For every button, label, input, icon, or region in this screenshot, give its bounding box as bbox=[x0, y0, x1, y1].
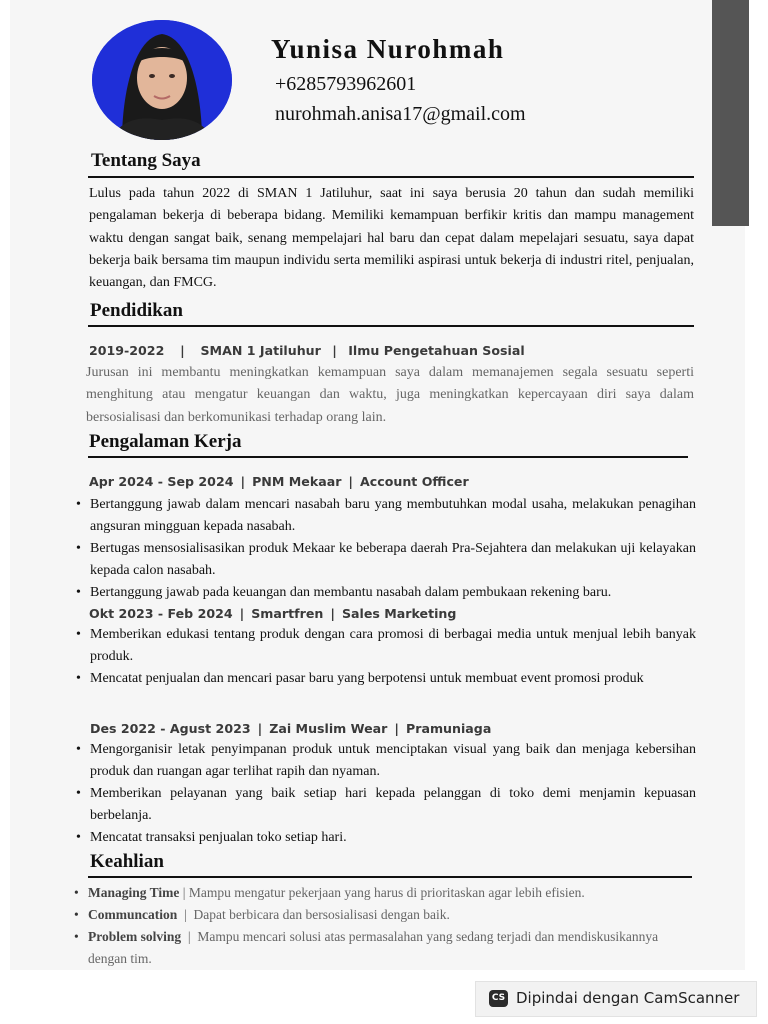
skill-description: Mampu mencari solusi atas permasalahan yang sedang terjadi dan mendiskusikannya dengan tim. bbox=[88, 929, 659, 966]
skills-divider bbox=[88, 876, 692, 878]
skill-description: Dapat berbicara dan bersosialisasi dengan baik. bbox=[193, 907, 450, 922]
education-years: 2019-2022 bbox=[89, 343, 165, 358]
education-school: SMAN 1 Jatiluhur bbox=[200, 343, 321, 358]
education-major: Ilmu Pengetahuan Sosial bbox=[348, 343, 525, 358]
list-item: • Bertanggung jawab pada keuangan dan membantu nasabah dalam pembukaan rekening baru. bbox=[76, 582, 696, 604]
job-2-company: Smartfren bbox=[251, 606, 324, 621]
job-3-period: Des 2022 - Agust 2023 bbox=[90, 721, 251, 736]
experience-heading: Pengalaman Kerja bbox=[89, 431, 242, 452]
job-1-role: Account Officer bbox=[360, 474, 469, 489]
job-1-company: PNM Mekaar bbox=[252, 474, 342, 489]
job-2-meta: Okt 2023 - Feb 2024 | Smartfren | Sales Marketing bbox=[89, 606, 457, 621]
list-item: • Memberikan pelayanan yang baik setiap hari kepada pelanggan di toko demi menjamin kepuasan berbelanja. bbox=[76, 783, 696, 827]
job-1-meta: Apr 2024 - Sep 2024 | PNM Mekaar | Account Officer bbox=[89, 474, 469, 489]
job-2-period: Okt 2023 - Feb 2024 bbox=[89, 606, 233, 621]
job-3-company: Zai Muslim Wear bbox=[269, 721, 388, 736]
skill-item bbox=[74, 882, 684, 904]
experience-divider bbox=[88, 456, 688, 458]
education-meta: 2019-2022 | SMAN 1 Jatiluhur | Ilmu Pengetahuan Sosial bbox=[89, 343, 525, 358]
watermark-text: Dipindai dengan CamScanner bbox=[516, 989, 740, 1007]
job-3-meta: Des 2022 - Agust 2023 | Zai Muslim Wear | Pramuniaga bbox=[90, 721, 492, 736]
list-item: • Bertugas mensosialisasikan produk Mekaar ke beberapa daerah Pra-Sejahtera dan melakukan uji kelayakan kepada calon nasabah. bbox=[76, 538, 696, 582]
education-heading: Pendidikan bbox=[90, 300, 183, 321]
list-item: • Bertanggung jawab dalam mencari nasabah baru yang membutuhkan modal usaha, melakukan penagihan angsuran mingguan kepada nasabah. bbox=[76, 494, 696, 538]
skill-separator: | bbox=[177, 907, 194, 922]
skill-name: Managing Time bbox=[88, 885, 180, 900]
job-3-duties bbox=[76, 739, 696, 849]
skill-name: Problem solving bbox=[88, 929, 182, 944]
job-3-role: Pramuniaga bbox=[406, 721, 492, 736]
profile-photo bbox=[92, 20, 232, 140]
about-heading: Tentang Saya bbox=[91, 150, 201, 171]
skill-separator: | bbox=[181, 929, 198, 944]
list-item: • Mencatat penjualan dan mencari pasar baru yang berpotensi untuk membuat event promosi produk bbox=[76, 668, 696, 690]
about-text: Lulus pada tahun 2022 di SMAN 1 Jatiluhur, saat ini saya berusia 20 tahun dan sudah memiliki pengalaman bekerja di beberapa bidang. Memiliki kemampuan berfikir kritis dan mampu management waktu dengan sangat baik, senang mempelajari hal baru dan cepat dalam mepelajari sesuatu, saya dapat bekerja baik bersama tim maupun individu serta memiliki aspirasi untuk bekerja di industri ritel, penjualan, keuangan, dan FMCG. bbox=[89, 186, 694, 291]
candidate-name: Yunisa Nurohmah bbox=[271, 34, 505, 64]
email-address: nurohmah.anisa17@gmail.com bbox=[275, 103, 526, 125]
list-item: • Mengorganisir letak penyimpanan produk untuk menciptakan visual yang baik dan menjaga kebersihan produk dan ruangan agar terlihat rapih dan nyaman. bbox=[76, 739, 696, 783]
camscanner-watermark bbox=[475, 981, 757, 1017]
skill-name: Communcation bbox=[88, 907, 178, 922]
education-divider bbox=[88, 325, 694, 327]
job-1-duties bbox=[76, 494, 696, 604]
skill-description: Mampu mengatur pekerjaan yang harus di prioritaskan agar lebih efisien. bbox=[188, 885, 585, 900]
list-item: • Mencatat transaksi penjualan toko setiap hari. bbox=[76, 827, 696, 849]
skills-heading: Keahlian bbox=[90, 851, 164, 872]
skills-list bbox=[74, 882, 684, 970]
education-text: Jurusan ini membantu meningkatkan kemampuan saya dalam memanajemen segala sesuatu seperti menghitung atau mengatur keuangan dan waktu, juga meningkatkan kepercayaan diri saya dalam bersosialisasi dan berkomunikasi terhadap orang lain. bbox=[86, 365, 694, 425]
job-1-period: Apr 2024 - Sep 2024 bbox=[89, 474, 234, 489]
skill-separator: | bbox=[179, 885, 189, 900]
job-2-role: Sales Marketing bbox=[341, 606, 457, 621]
camscanner-logo-icon: CS bbox=[489, 990, 508, 1007]
skill-item bbox=[74, 904, 684, 926]
list-item: • Memberikan edukasi tentang produk dengan cara promosi di berbagai media untuk menjual lebih banyak produk. bbox=[76, 624, 696, 668]
about-divider bbox=[88, 176, 694, 178]
job-2-duties bbox=[76, 624, 696, 690]
skill-item bbox=[74, 926, 684, 970]
phone-number: +6285793962601 bbox=[275, 73, 417, 95]
scan-margin-bar bbox=[712, 0, 749, 226]
